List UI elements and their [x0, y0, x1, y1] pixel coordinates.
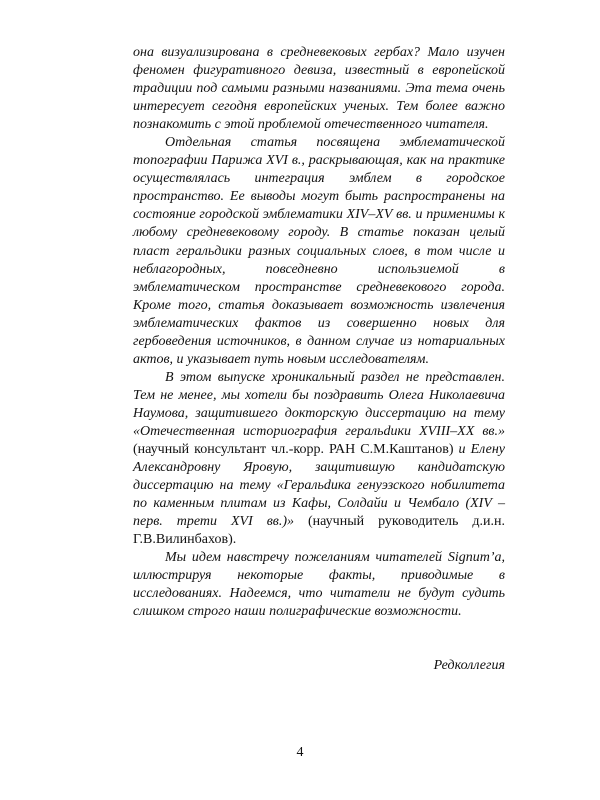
paragraph-3-text-a: В этом выпуске хроникальный раздел не представлен. Тем не менее, мы хотели бы поздравить Олега Николаевича Наумова, защитившего докторскую диссертацию на тему «Отечественная историография геральdики XVIII–XX вв.» [133, 369, 505, 439]
paragraph-3-text-c: и Елену Александровну Яровую, защитившую кандидатскую диссертацию на тему «Геральdика генуэзского нобилитета по каменным плитам из Кафы, Солдайи и Чембало (XIV – перв. трети XVI вв.)» [133, 442, 505, 530]
paragraph-3-text-b: (научный консультант чл.-корр. РАН С.М.Каштанов) [133, 442, 454, 458]
body-text [133, 44, 505, 622]
paragraph-1: она визуализирована в средневековых гербах? Мало изучен феномен фигуративного девиза, известный в европейской традиции под самыми разными названиями. Эта тема очень интересует сегодня европейских ученых. Тем более важно познакомить с этой проблемой отечественного читателя. [133, 45, 505, 133]
paragraph-3-text-d: (научный руководитель д.и.н. Г.В.Вилинбахов). [133, 514, 505, 548]
paragraph-2: Отдельная статья посвящена эмблематической топографии Парижа XVI в., раскрывающая, как на практике осуществлялась интеграция эмблем в городское пространство. Ее выводы могут быть распространены на состояние городской эмблематики XIV–XV вв. и применимы к любому средневековому городу. В статье показан целый пласт геральдики разных социальных слоев, в том числе и неблагородных, повседневно использueмой в эмблематическом пространстве средневекового города. Кроме того, статья доказывает возможность извлечения эмблематических фактов из совершенно новых для гербоведения источников, в данном случае из нотариальных актов, и указывает путь новым исследователям. [133, 135, 505, 367]
page-number: 4 [296, 745, 304, 760]
signature: Редколлегия [433, 658, 505, 673]
paragraph-3 [133, 369, 505, 549]
paragraph-4: Мы идем навстречу пожеланиям читателей Signum’a, иллюстрируя некоторые факты, приводимые в исследованиях. Надеемся, что читатели не будут судить слишком строго наши полиграфические возможности. [133, 550, 505, 620]
